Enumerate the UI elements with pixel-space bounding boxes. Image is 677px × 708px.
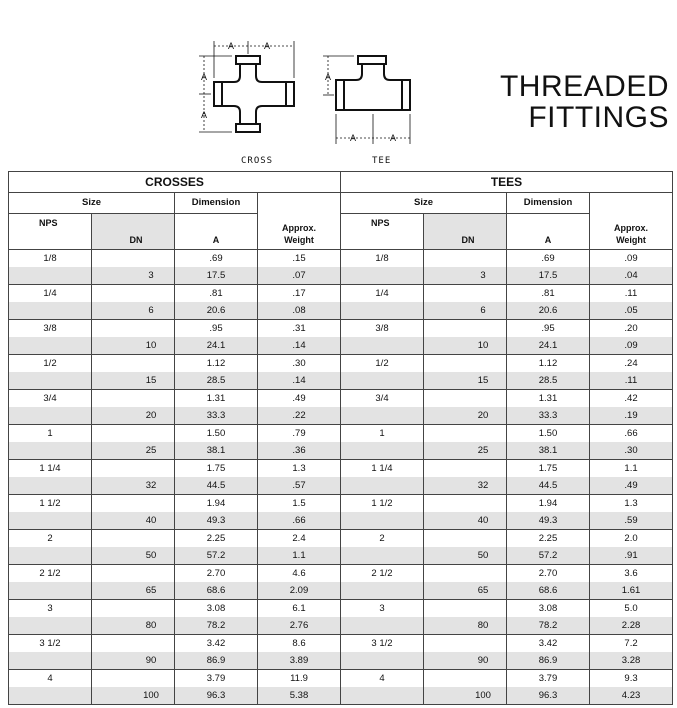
- weight-header: [258, 193, 341, 250]
- weight-header-line2: Weight: [616, 235, 646, 245]
- cross-dim-mm-cell: 44.5: [175, 477, 258, 495]
- nps-cell: 1: [9, 425, 92, 443]
- cross-dim-in-cell: 2.25: [175, 530, 258, 548]
- nps-cell: 2: [341, 530, 424, 548]
- empty-cell: [9, 267, 92, 285]
- table-row-nps: [9, 355, 673, 373]
- cross-dim-mm-cell: 96.3: [175, 687, 258, 705]
- tee-dim-mm-cell: 28.5: [507, 372, 590, 390]
- empty-cell: [92, 355, 175, 373]
- dn-cell: 3: [424, 267, 507, 285]
- empty-cell: [424, 250, 507, 268]
- nps-cell: 1/2: [9, 355, 92, 373]
- cross-dim-in-cell: .69: [175, 250, 258, 268]
- tee-weight-lb-cell: 1.3: [590, 495, 673, 513]
- cross-dim-in-cell: 1.50: [175, 425, 258, 443]
- table-row-dn: [9, 617, 673, 635]
- nps-cell: 3 1/2: [341, 635, 424, 653]
- empty-cell: [92, 565, 175, 583]
- cross-dim-mm-cell: 57.2: [175, 547, 258, 565]
- cross-weight-lb-cell: 8.6: [258, 635, 341, 653]
- nps-cell: 1 1/2: [9, 495, 92, 513]
- cross-weight-lb-cell: 6.1: [258, 600, 341, 618]
- table-row-nps: [9, 635, 673, 653]
- table-row-nps: [9, 600, 673, 618]
- empty-cell: [341, 407, 424, 425]
- weight-header: [590, 193, 673, 250]
- tee-weight-lb-cell: 3.6: [590, 565, 673, 583]
- dn-cell: 100: [92, 687, 175, 705]
- tee-dim-mm-cell: 24.1: [507, 337, 590, 355]
- dn-cell: 6: [92, 302, 175, 320]
- dimension-header: Dimension: [175, 193, 258, 214]
- nps-cell: 4: [9, 670, 92, 688]
- empty-cell: [341, 302, 424, 320]
- tee-weight-kg-cell: 4.23: [590, 687, 673, 705]
- empty-cell: [424, 425, 507, 443]
- tee-dim-mm-cell: 38.1: [507, 442, 590, 460]
- cross-weight-kg-cell: .66: [258, 512, 341, 530]
- cross-dim-in-cell: 3.79: [175, 670, 258, 688]
- table-row-dn: [9, 407, 673, 425]
- tee-dim-in-cell: .95: [507, 320, 590, 338]
- tee-weight-kg-cell: .11: [590, 372, 673, 390]
- title-line-2: FITTINGS: [528, 101, 669, 134]
- tee-dim-mm-cell: 33.3: [507, 407, 590, 425]
- nps-cell: 1 1/4: [341, 460, 424, 478]
- cross-weight-lb-cell: .31: [258, 320, 341, 338]
- dn-cell: 15: [424, 372, 507, 390]
- section-title-crosses: CROSSES: [9, 172, 341, 193]
- table-row-nps: [9, 320, 673, 338]
- empty-cell: [9, 547, 92, 565]
- table-row-dn: [9, 337, 673, 355]
- empty-cell: [92, 600, 175, 618]
- dn-cell: 90: [92, 652, 175, 670]
- table-row-nps: [9, 565, 673, 583]
- empty-cell: [341, 617, 424, 635]
- nps-cell: 3/8: [9, 320, 92, 338]
- tee-dim-in-cell: 1.75: [507, 460, 590, 478]
- dn-cell: 32: [424, 477, 507, 495]
- cross-diagram-label: CROSS: [241, 156, 274, 166]
- cross-weight-kg-cell: 5.38: [258, 687, 341, 705]
- empty-cell: [9, 582, 92, 600]
- cross-weight-lb-cell: .15: [258, 250, 341, 268]
- empty-cell: [341, 547, 424, 565]
- cross-weight-lb-cell: 4.6: [258, 565, 341, 583]
- dim-a-label: A: [350, 133, 357, 143]
- header-area: [0, 0, 677, 170]
- tee-weight-lb-cell: .66: [590, 425, 673, 443]
- tee-weight-kg-cell: .30: [590, 442, 673, 460]
- nps-cell: 1/4: [341, 285, 424, 303]
- empty-cell: [424, 670, 507, 688]
- nps-cell: 3: [341, 600, 424, 618]
- table-row-nps: [9, 250, 673, 268]
- cross-weight-kg-cell: .14: [258, 372, 341, 390]
- dn-cell: 25: [424, 442, 507, 460]
- cross-dim-in-cell: 1.31: [175, 390, 258, 408]
- dn-cell: 10: [92, 337, 175, 355]
- empty-cell: [341, 582, 424, 600]
- cross-dim-mm-cell: 86.9: [175, 652, 258, 670]
- dn-cell: 65: [92, 582, 175, 600]
- empty-cell: [92, 390, 175, 408]
- dim-a-label: A: [201, 72, 208, 82]
- tee-weight-lb-cell: .20: [590, 320, 673, 338]
- table-row-dn: [9, 582, 673, 600]
- nps-cell: 3/4: [341, 390, 424, 408]
- cross-diagram-icon: [196, 38, 306, 150]
- dim-a-label: A: [390, 133, 397, 143]
- nps-cell: 2: [9, 530, 92, 548]
- empty-cell: [341, 477, 424, 495]
- dim-a-label: A: [201, 110, 208, 120]
- cross-weight-lb-cell: 1.3: [258, 460, 341, 478]
- dn-cell: 50: [92, 547, 175, 565]
- dn-cell: 40: [424, 512, 507, 530]
- empty-cell: [92, 250, 175, 268]
- tee-dim-mm-cell: 57.2: [507, 547, 590, 565]
- nps-cell: 3: [9, 600, 92, 618]
- cross-weight-kg-cell: 1.1: [258, 547, 341, 565]
- dn-cell: 10: [424, 337, 507, 355]
- empty-cell: [9, 407, 92, 425]
- cross-dim-in-cell: .95: [175, 320, 258, 338]
- title-line-1: THREADED: [499, 70, 669, 103]
- tee-dim-mm-cell: 96.3: [507, 687, 590, 705]
- empty-cell: [92, 320, 175, 338]
- empty-cell: [92, 670, 175, 688]
- empty-cell: [424, 355, 507, 373]
- cross-weight-kg-cell: 3.89: [258, 652, 341, 670]
- empty-cell: [424, 635, 507, 653]
- tee-diagram-label: TEE: [372, 156, 392, 166]
- tee-weight-lb-cell: 9.3: [590, 670, 673, 688]
- empty-cell: [424, 530, 507, 548]
- cross-dim-mm-cell: 78.2: [175, 617, 258, 635]
- dim-a-label: A: [325, 72, 332, 82]
- table-row-nps: [9, 460, 673, 478]
- nps-cell: 2 1/2: [9, 565, 92, 583]
- empty-cell: [341, 337, 424, 355]
- tee-dim-mm-cell: 49.3: [507, 512, 590, 530]
- tee-weight-kg-cell: .04: [590, 267, 673, 285]
- dn-cell: 80: [424, 617, 507, 635]
- dim-a-label: A: [228, 41, 235, 51]
- tee-weight-lb-cell: .24: [590, 355, 673, 373]
- cross-weight-lb-cell: 1.5: [258, 495, 341, 513]
- empty-cell: [341, 652, 424, 670]
- table-row-nps: [9, 425, 673, 443]
- tee-dim-mm-cell: 20.6: [507, 302, 590, 320]
- tee-dim-in-cell: 1.12: [507, 355, 590, 373]
- a-header: A: [175, 214, 258, 250]
- empty-cell: [92, 285, 175, 303]
- tee-dim-mm-cell: 78.2: [507, 617, 590, 635]
- cross-weight-lb-cell: .79: [258, 425, 341, 443]
- tee-dim-in-cell: 1.50: [507, 425, 590, 443]
- nps-cell: 4: [341, 670, 424, 688]
- dn-cell: 15: [92, 372, 175, 390]
- empty-cell: [92, 425, 175, 443]
- empty-cell: [341, 372, 424, 390]
- cross-dim-in-cell: .81: [175, 285, 258, 303]
- cross-dim-in-cell: 1.94: [175, 495, 258, 513]
- empty-cell: [341, 687, 424, 705]
- tee-dim-mm-cell: 44.5: [507, 477, 590, 495]
- tee-weight-lb-cell: 5.0: [590, 600, 673, 618]
- tee-weight-kg-cell: 3.28: [590, 652, 673, 670]
- table-row-dn: [9, 512, 673, 530]
- tee-dim-in-cell: .81: [507, 285, 590, 303]
- table-body: [9, 250, 673, 705]
- empty-cell: [9, 372, 92, 390]
- tee-weight-kg-cell: .49: [590, 477, 673, 495]
- cross-dim-mm-cell: 28.5: [175, 372, 258, 390]
- cross-weight-kg-cell: .57: [258, 477, 341, 495]
- nps-cell: 3 1/2: [9, 635, 92, 653]
- table-row-nps: [9, 670, 673, 688]
- weight-header-line1: Approx.: [614, 223, 649, 233]
- tee-weight-kg-cell: .19: [590, 407, 673, 425]
- empty-cell: [341, 512, 424, 530]
- nps-header: NPS: [341, 214, 424, 250]
- tee-dim-in-cell: 3.08: [507, 600, 590, 618]
- empty-cell: [9, 337, 92, 355]
- table-row-dn: [9, 652, 673, 670]
- tee-weight-kg-cell: .91: [590, 547, 673, 565]
- empty-cell: [9, 652, 92, 670]
- tee-weight-lb-cell: 1.1: [590, 460, 673, 478]
- table-row-dn: [9, 302, 673, 320]
- cross-dim-in-cell: 1.12: [175, 355, 258, 373]
- cross-weight-kg-cell: .14: [258, 337, 341, 355]
- page-title: [500, 71, 669, 133]
- section-title-tees: TEES: [341, 172, 673, 193]
- dn-cell: 80: [92, 617, 175, 635]
- tee-weight-lb-cell: 7.2: [590, 635, 673, 653]
- nps-cell: 1 1/2: [341, 495, 424, 513]
- table-row-dn: [9, 372, 673, 390]
- tee-weight-kg-cell: 2.28: [590, 617, 673, 635]
- empty-cell: [9, 477, 92, 495]
- tee-dim-mm-cell: 17.5: [507, 267, 590, 285]
- dn-cell: 20: [424, 407, 507, 425]
- empty-cell: [92, 530, 175, 548]
- weight-header-line1: Approx.: [281, 223, 316, 233]
- cross-weight-kg-cell: .07: [258, 267, 341, 285]
- tee-weight-lb-cell: .09: [590, 250, 673, 268]
- tee-weight-lb-cell: 2.0: [590, 530, 673, 548]
- empty-cell: [9, 512, 92, 530]
- table-row-nps: [9, 530, 673, 548]
- tee-weight-kg-cell: .59: [590, 512, 673, 530]
- tee-dim-in-cell: 3.42: [507, 635, 590, 653]
- dimension-header: Dimension: [507, 193, 590, 214]
- table-row-nps: [9, 285, 673, 303]
- fittings-table-wrap: [8, 171, 672, 705]
- size-header: Size: [341, 193, 507, 214]
- cross-dim-mm-cell: 68.6: [175, 582, 258, 600]
- cross-weight-lb-cell: .30: [258, 355, 341, 373]
- dn-header: DN: [92, 214, 175, 250]
- empty-cell: [424, 390, 507, 408]
- size-header: Size: [9, 193, 175, 214]
- table-row-nps: [9, 495, 673, 513]
- dn-cell: 65: [424, 582, 507, 600]
- tee-dim-in-cell: 1.94: [507, 495, 590, 513]
- cross-dim-mm-cell: 17.5: [175, 267, 258, 285]
- tee-weight-lb-cell: .11: [590, 285, 673, 303]
- cross-weight-kg-cell: 2.09: [258, 582, 341, 600]
- tee-weight-kg-cell: .05: [590, 302, 673, 320]
- table-row-dn: [9, 547, 673, 565]
- tee-diagram-icon: [320, 52, 430, 152]
- nps-cell: 1 1/4: [9, 460, 92, 478]
- dim-a-label: A: [264, 41, 271, 51]
- dn-cell: 25: [92, 442, 175, 460]
- tee-dim-mm-cell: 86.9: [507, 652, 590, 670]
- dn-cell: 40: [92, 512, 175, 530]
- table-row-dn: [9, 442, 673, 460]
- table-row-dn: [9, 477, 673, 495]
- cross-dim-in-cell: 3.42: [175, 635, 258, 653]
- cross-dim-mm-cell: 24.1: [175, 337, 258, 355]
- nps-cell: 3/4: [9, 390, 92, 408]
- cross-weight-kg-cell: .36: [258, 442, 341, 460]
- tee-weight-kg-cell: 1.61: [590, 582, 673, 600]
- dn-cell: 3: [92, 267, 175, 285]
- tee-weight-lb-cell: .42: [590, 390, 673, 408]
- cross-dim-mm-cell: 49.3: [175, 512, 258, 530]
- cross-dim-mm-cell: 20.6: [175, 302, 258, 320]
- empty-cell: [341, 442, 424, 460]
- empty-cell: [424, 495, 507, 513]
- cross-dim-mm-cell: 33.3: [175, 407, 258, 425]
- dn-cell: 90: [424, 652, 507, 670]
- dn-cell: 32: [92, 477, 175, 495]
- table-row-dn: [9, 687, 673, 705]
- tee-weight-kg-cell: .09: [590, 337, 673, 355]
- cross-weight-lb-cell: 11.9: [258, 670, 341, 688]
- table-row-nps: [9, 390, 673, 408]
- empty-cell: [9, 302, 92, 320]
- nps-header: NPS: [9, 214, 92, 250]
- table-row-dn: [9, 267, 673, 285]
- cross-weight-kg-cell: .22: [258, 407, 341, 425]
- fittings-table: [8, 171, 673, 705]
- cross-weight-lb-cell: 2.4: [258, 530, 341, 548]
- empty-cell: [9, 687, 92, 705]
- tee-dim-in-cell: 3.79: [507, 670, 590, 688]
- nps-cell: 1/8: [341, 250, 424, 268]
- nps-cell: 2 1/2: [341, 565, 424, 583]
- dn-cell: 20: [92, 407, 175, 425]
- nps-cell: 1: [341, 425, 424, 443]
- dn-cell: 6: [424, 302, 507, 320]
- empty-cell: [92, 460, 175, 478]
- dn-cell: 100: [424, 687, 507, 705]
- tee-dim-in-cell: 2.25: [507, 530, 590, 548]
- empty-cell: [9, 442, 92, 460]
- weight-header-line2: Weight: [284, 235, 314, 245]
- cross-weight-lb-cell: .17: [258, 285, 341, 303]
- tee-dim-in-cell: 1.31: [507, 390, 590, 408]
- tee-dim-mm-cell: 68.6: [507, 582, 590, 600]
- empty-cell: [424, 285, 507, 303]
- cross-dim-in-cell: 2.70: [175, 565, 258, 583]
- nps-cell: 1/8: [9, 250, 92, 268]
- empty-cell: [92, 495, 175, 513]
- empty-cell: [424, 565, 507, 583]
- a-header: A: [507, 214, 590, 250]
- empty-cell: [424, 320, 507, 338]
- empty-cell: [341, 267, 424, 285]
- tee-dim-in-cell: 2.70: [507, 565, 590, 583]
- cross-dim-in-cell: 3.08: [175, 600, 258, 618]
- empty-cell: [92, 635, 175, 653]
- tee-dim-in-cell: .69: [507, 250, 590, 268]
- nps-cell: 1/4: [9, 285, 92, 303]
- empty-cell: [9, 617, 92, 635]
- cross-weight-kg-cell: 2.76: [258, 617, 341, 635]
- empty-cell: [424, 460, 507, 478]
- dn-cell: 50: [424, 547, 507, 565]
- empty-cell: [424, 600, 507, 618]
- nps-cell: 3/8: [341, 320, 424, 338]
- cross-dim-mm-cell: 38.1: [175, 442, 258, 460]
- cross-dim-in-cell: 1.75: [175, 460, 258, 478]
- cross-weight-kg-cell: .08: [258, 302, 341, 320]
- nps-cell: 1/2: [341, 355, 424, 373]
- dn-header: DN: [424, 214, 507, 250]
- cross-weight-lb-cell: .49: [258, 390, 341, 408]
